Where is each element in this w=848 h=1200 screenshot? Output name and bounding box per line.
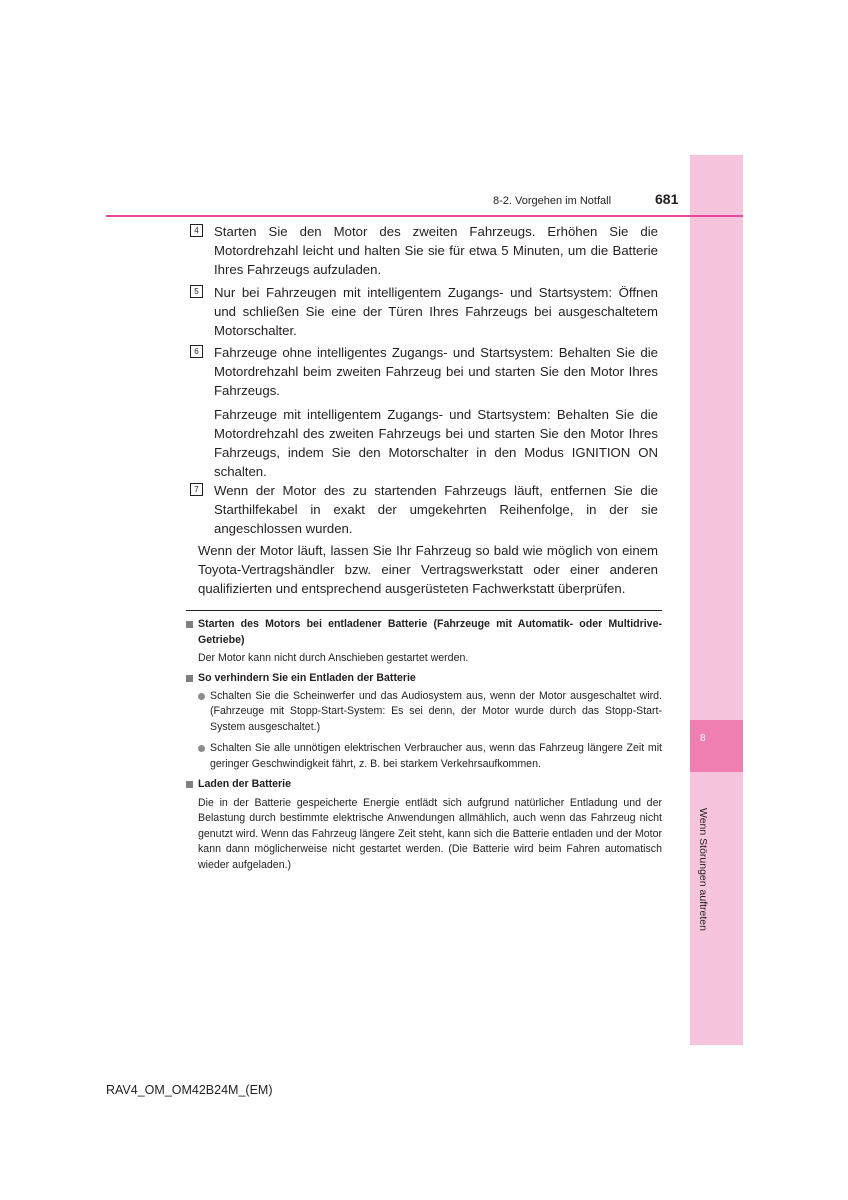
step-number-box: 7 bbox=[190, 483, 203, 496]
bullet-text: Schalten Sie alle unnötigen elektrischen Verbraucher aus, wenn das Fahrzeug längere Zeit mit geringer Geschwindigkeit fährt, z. B. bei starkem Verkehrsaufkommen. bbox=[210, 742, 662, 770]
footer-document-code: RAV4_OM_OM42B24M_(EM) bbox=[106, 1083, 273, 1097]
note-heading: So verhindern Sie ein Entladen der Batterie bbox=[198, 672, 416, 684]
header-rule bbox=[106, 215, 743, 217]
chapter-title: Wenn Störungen auftreten bbox=[697, 808, 709, 931]
step-paragraph: Starten Sie den Motor des zweiten Fahrzeugs. Erhöhen Sie die Motordrehzahl leicht und halten Sie sie für etwa 5 Minuten, um die Batterie Ihres Fahrzeugs aufzuladen. bbox=[214, 224, 658, 277]
bullet-dot-icon bbox=[198, 693, 205, 700]
step-paragraph: Wenn der Motor des zu startenden Fahrzeugs läuft, entfernen Sie die Starthilfekabel in exakt der umgekehrten Reihenfolge, in der sie angeschlossen wurden. bbox=[214, 483, 658, 536]
step-paragraph: Nur bei Fahrzeugen mit intelligentem Zugangs- und Startsystem: Öffnen und schließen Sie eine der Türen Ihres Fahrzeugs bei ausgeschaltetem Motorschalter. bbox=[214, 285, 658, 338]
note-heading: Starten des Motors bei entladener Batterie (Fahrzeuge mit Automatik- oder Multidrive-Getriebe) bbox=[198, 618, 662, 646]
step-paragraph: Fahrzeuge ohne intelligentes Zugangs- und Startsystem: Behalten Sie die Motordrehzahl beim zweiten Fahrzeug bei und starten Sie den Motor Ihres Fahrzeugs. bbox=[214, 345, 658, 398]
step-5 bbox=[190, 283, 658, 340]
step-number-box: 6 bbox=[190, 345, 203, 358]
note-charging-battery bbox=[186, 777, 662, 873]
note-body: Der Motor kann nicht durch Anschieben gestartet werden. bbox=[198, 652, 469, 664]
note-starting-engine bbox=[186, 617, 662, 667]
step-text bbox=[214, 343, 658, 481]
page-number: 681 bbox=[655, 191, 679, 207]
note-square-icon bbox=[186, 781, 193, 788]
step-text bbox=[214, 481, 658, 538]
step-6 bbox=[190, 343, 658, 481]
after-steps-text: Wenn der Motor läuft, lassen Sie Ihr Fahrzeug so bald wie möglich von einem Toyota-Vertragshändler bzw. einer Vertragswerkstatt oder einer anderen qualifizierten und entsprechend ausgerüsteten Fachwerkstatt überprüfen. bbox=[198, 543, 658, 596]
note-body: Die in der Batterie gespeicherte Energie entlädt sich aufgrund natürlicher Entladung und der Belastung durch bestimmte elektrische Anwendungen allmählich, auch wenn das Fahrzeug nicht genutzt wird. Wenn das Fahrzeug längere Zeit steht, kann sich die Batterie entladen und der Motor kann dann möglicherweise nicht gestartet werden. (Die Batterie wird beim Fahren automatisch wieder aufgeladen.) bbox=[198, 796, 662, 871]
step-number-box: 5 bbox=[190, 285, 203, 298]
step-number-box: 4 bbox=[190, 224, 203, 237]
bullet-text: Schalten Sie die Scheinwerfer und das Audiosystem aus, wenn der Motor ausgeschaltet wird. (Fahrzeuge mit Stopp-Start-System: Es sei denn, der Motor wurde durch das Stopp-Start-System ausgeschaltet.) bbox=[210, 689, 662, 733]
step-text bbox=[214, 283, 658, 340]
chapter-number-box bbox=[690, 720, 743, 772]
step-paragraph: Fahrzeuge mit intelligentem Zugangs- und Startsystem: Behalten Sie die Motordrehzahl des zweiten Fahrzeugs bei und starten Sie den Motor Ihres Fahrzeugs, indem Sie den Motorschalter in den Modus IGNITION ON schalten. bbox=[214, 407, 658, 479]
note-square-icon bbox=[186, 675, 193, 682]
note-square-icon bbox=[186, 621, 193, 628]
step-4 bbox=[190, 222, 658, 279]
section-title: 8-2. Vorgehen im Notfall bbox=[493, 195, 612, 207]
step-7 bbox=[190, 481, 658, 538]
bullet-dot-icon bbox=[198, 745, 205, 752]
chapter-number: 8 bbox=[700, 733, 706, 744]
notes-divider bbox=[186, 610, 662, 611]
note-prevent-discharge bbox=[186, 671, 662, 772]
note-heading: Laden der Batterie bbox=[198, 778, 292, 790]
list-item bbox=[198, 689, 662, 736]
step-text bbox=[214, 222, 658, 279]
list-item bbox=[198, 741, 662, 772]
